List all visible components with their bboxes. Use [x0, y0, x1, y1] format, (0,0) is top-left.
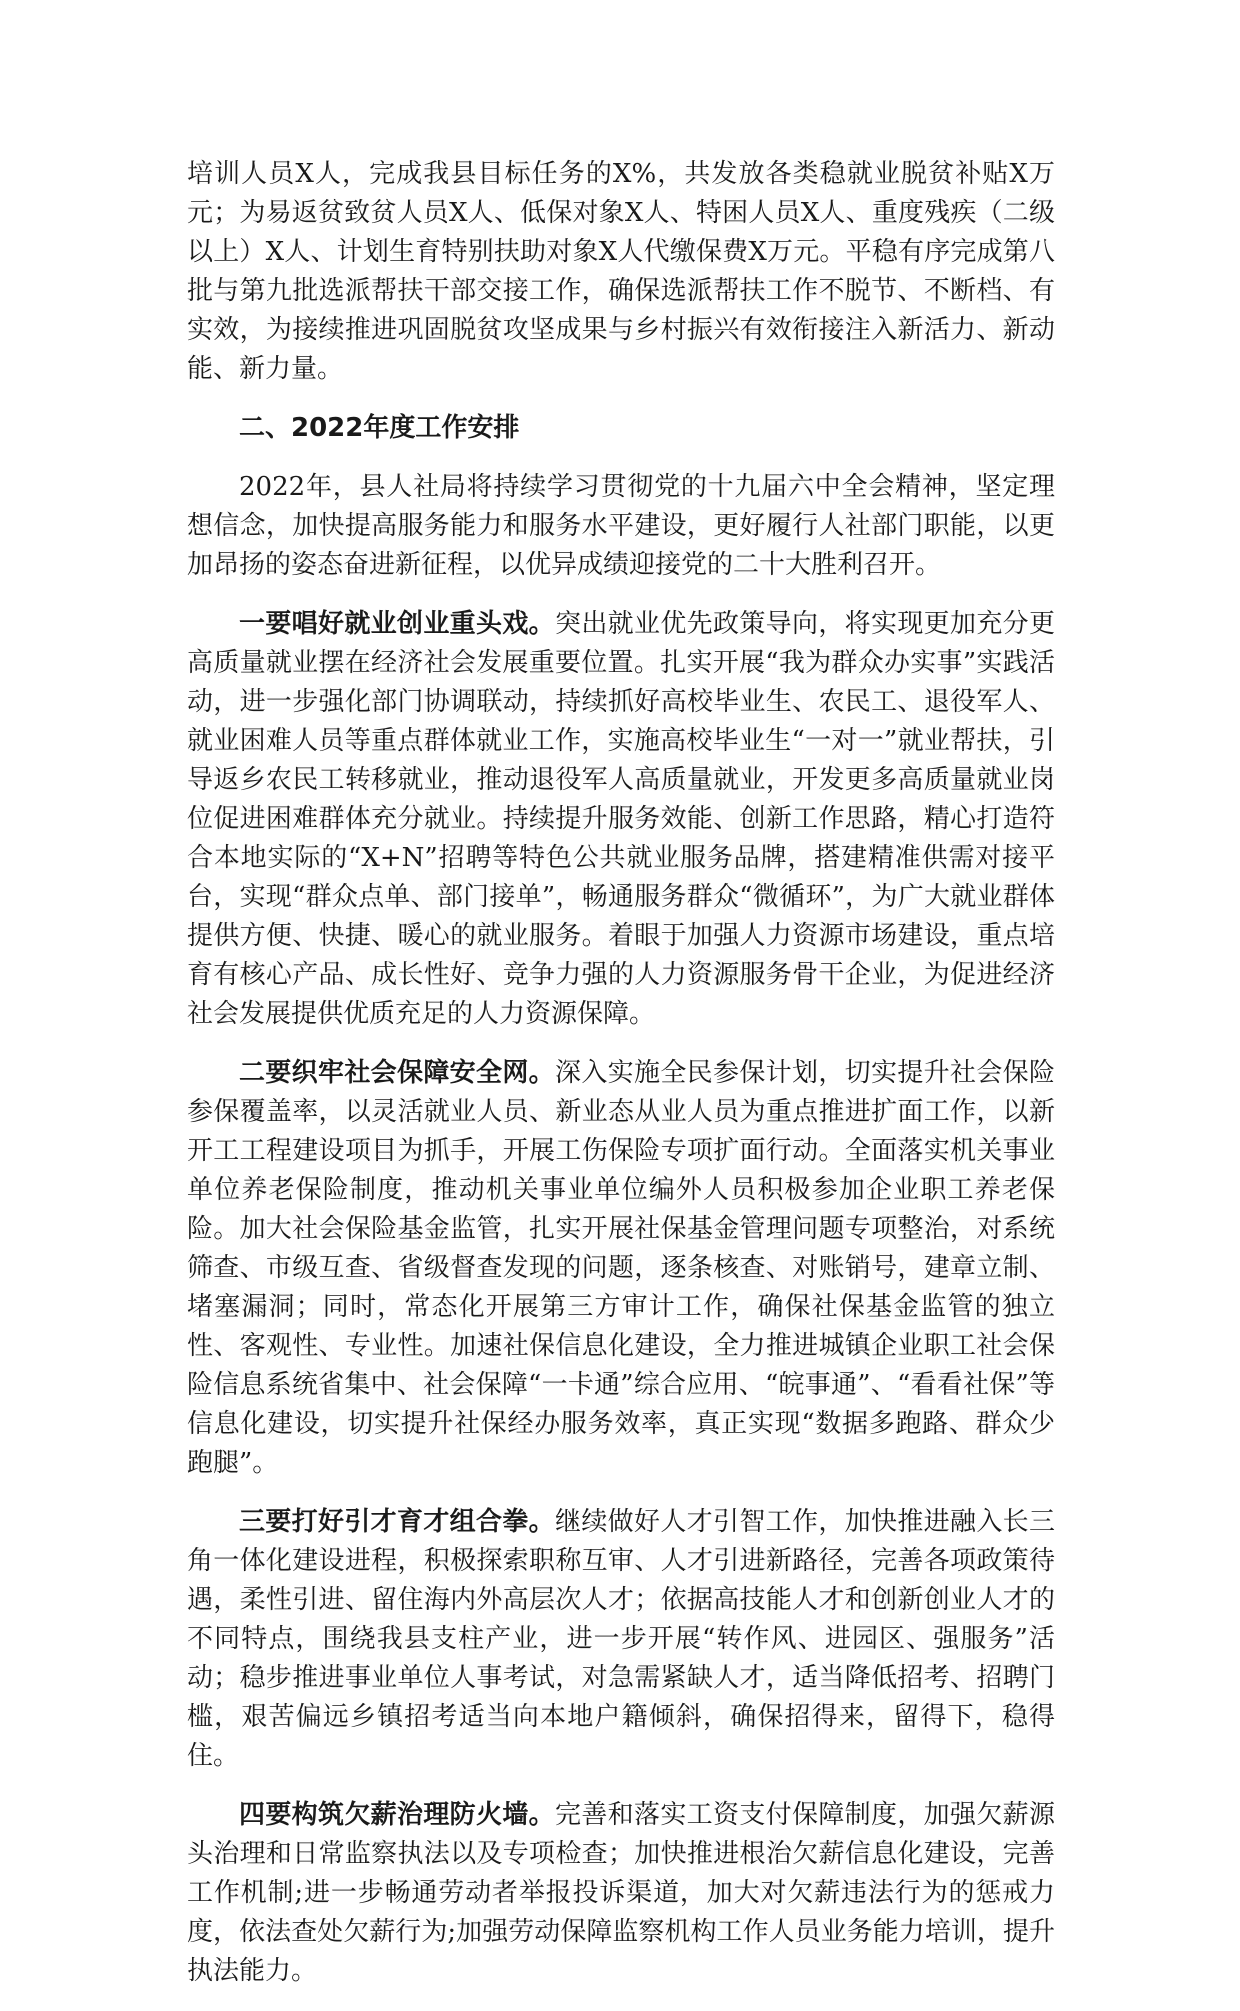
- item-lead: 四要构筑欠薪治理防火墙。: [239, 1800, 555, 1830]
- work-item-social-security: [187, 1054, 1055, 1483]
- item-text: 完善和落实工资支付保障制度，加强欠薪源头治理和日常监察执法以及专项检查；加快推进根治欠薪信息化建设，完善工作机制;进一步畅通劳动者举报投诉渠道，加大对欠薪违法行为的惩戒力度，依法查处欠薪行为;加强劳动保障监察机构工作人员业务能力培训，提升执法能力。: [187, 1800, 1055, 1986]
- work-item-wage-arrears: [187, 1796, 1055, 1991]
- section-heading: 二、2022年度工作安排: [239, 413, 520, 443]
- continued-paragraph: [187, 155, 1055, 389]
- paragraph-text: 培训人员X人，完成我县目标任务的X%，共发放各类稳就业脱贫补贴X万元；为易返贫致贫人员X人、低保对象X人、特困人员X人、重度残疾（二级以上）X人、计划生育特别扶助对象X人代缴保费X万元。平稳有序完成第八批与第九批选派帮扶干部交接工作，确保选派帮扶工作不脱节、不断档、有实效，为接续推进巩固脱贫攻坚成果与乡村振兴有效衔接注入新活力、新动能、新力量。: [187, 159, 1055, 384]
- work-item-employment: [187, 605, 1055, 1034]
- document-body: [187, 155, 1055, 2011]
- item-lead: 二要织牢社会保障安全网。: [239, 1058, 555, 1088]
- item-text: 继续做好人才引智工作，加快推进融入长三角一体化建设进程，积极探索职称互审、人才引进新路径，完善各项政策待遇，柔性引进、留住海内外高层次人才；依据高技能人才和创新创业人才的不同特点，围绕我县支柱产业，进一步开展“转作风、进园区、强服务”活动；稳步推进事业单位人事考试，对急需紧缺人才，适当降低招考、招聘门槛，艰苦偏远乡镇招考适当向本地户籍倾斜，确保招得来，留得下，稳得住。: [187, 1507, 1055, 1771]
- intro-paragraph: 2022年，县人社局将持续学习贯彻党的十九届六中全会精神，坚定理想信念，加快提高服务能力和服务水平建设，更好履行人社部门职能，以更加昂扬的姿态奋进新征程，以优异成绩迎接党的二十大胜利召开。: [187, 472, 1055, 580]
- work-item-talent: [187, 1503, 1055, 1776]
- item-text: 突出就业优先政策导向，将实现更加充分更高质量就业摆在经济社会发展重要位置。扎实开展“我为群众办实事”实践活动，进一步强化部门协调联动，持续抓好高校毕业生、农民工、退役军人、就业困难人员等重点群体就业工作，实施高校毕业生“一对一”就业帮扶，引导返乡农民工转移就业，推动退役军人高质量就业，开发更多高质量就业岗位促进困难群体充分就业。持续提升服务效能、创新工作思路，精心打造符合本地实际的“X+N”招聘等特色公共就业服务品牌，搭建精准供需对接平台，实现“群众点单、部门接单”，畅通服务群众“微循环”，为广大就业群体提供方便、快捷、暖心的就业服务。着眼于加强人力资源市场建设，重点培育有核心产品、成长性好、竞争力强的人力资源服务骨干企业，为促进经济社会发展提供优质充足的人力资源保障。: [187, 609, 1055, 1029]
- item-lead: 三要打好引才育才组合拳。: [239, 1507, 555, 1537]
- item-text: 深入实施全民参保计划，切实提升社会保险参保覆盖率，以灵活就业人员、新业态从业人员为重点推进扩面工作，以新开工工程建设项目为抓手，开展工伤保险专项扩面行动。全面落实机关事业单位养老保险制度，推动机关事业单位编外人员积极参加企业职工养老保险。加大社会保险基金监管，扎实开展社保基金管理问题专项整治，对系统筛查、市级互查、省级督查发现的问题，逐条核查、对账销号，建章立制、堵塞漏洞；同时，常态化开展第三方审计工作，确保社保基金监管的独立性、客观性、专业性。加速社保信息化建设，全力推进城镇企业职工社会保险信息系统省集中、社会保障“一卡通”综合应用、“皖事通”、“看看社保”等信息化建设，切实提升社保经办服务效率，真正实现“数据多跑路、群众少跑腿”。: [187, 1058, 1055, 1478]
- item-lead: 一要唱好就业创业重头戏。: [239, 609, 555, 639]
